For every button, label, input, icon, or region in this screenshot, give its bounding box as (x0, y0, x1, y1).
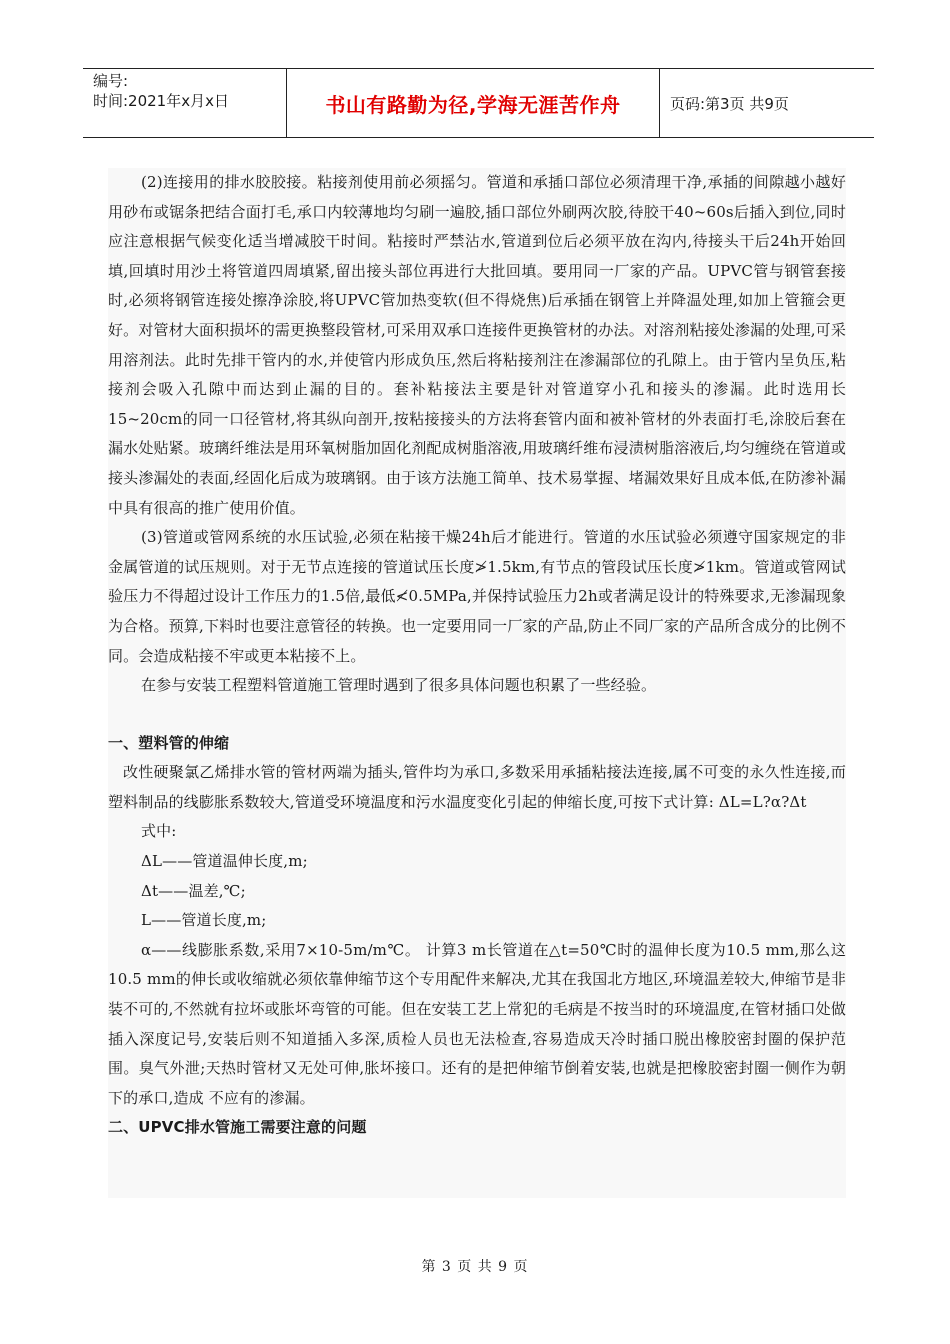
paragraph-pressure-test: (3)管道或管网系统的水压试验,必须在粘接干燥24h后才能进行。管道的水压试验必须遵守国家规定的非金属管道的试压规则。对于无节点连接的管道试压长度≯1.5km,有节点的管段试压长度≯1km。管道或管网试验压力不得超过设计工作压力的1.5倍,最低≮0.5MPa,并保持试验压力2h或者满足设计的特殊要求,无渗漏现象为合格。预算,下料时也要注意管径的转换。也一定要用同一厂家的产品,防止不同厂家的产品所含成分的比例不同。会造成粘接不牢或更本粘接不上。 (108, 528, 846, 665)
spacer (108, 701, 846, 729)
definition-alpha: α——线膨胀系数,采用7×10-5m/m℃。 计算3 m长管道在△t=50℃时的温伸长度为10.5 mm,那么这10.5 mm的伸长或收缩就必须依靠伸缩节这个专用配件来解决,尤其在我国北方地区,环境温差较大,伸缩节是非装不可的,不然就有拉坏或胀坏弯管的可能。但在安装工艺上常犯的毛病是不按当时的环境温度,在管材插口处做插入深度记号,安装后则不知道插入多深,质检人员也无法检查,容易造成天冷时插口脱出橡胶密封圈的保护范围。臭气外泄;天热时管材又无处可伸,胀坏接口。还有的是把伸缩节倒着安装,也就是把橡胶密封圈一侧作为朝下的承口,造成 不应有的渗漏。 (108, 940, 846, 1107)
definition-length: L——管道长度,m; (141, 911, 267, 930)
header-page-number: 页码:第3页 共9页 (670, 94, 789, 113)
paragraph-adhesive-joint: (2)连接用的排水胶胶接。粘接剂使用前必须摇匀。管道和承插口部位必须清理干净,承插的间隙越小越好用砂布或锯条把结合面打毛,承口内较薄地均匀刷一遍胶,插口部位外刷两次胶,待胶干40~60s后插入到位,同时应注意根据气候变化适当增减胶干时间。粘接时严禁沾水,管道到位后必须平放在沟内,待接头干后24h开始回填,回填时用沙土将管道四周填紧,留出接头部位再进行大批回填。要用同一厂家的产品。UPVC管与钢管套接时,必须将钢管连接处擦净涂胶,将UPVC管加热变软(但不得烧焦)后承插在钢管上并降温处理,如加上管箍会更好。对管材大面积损坏的需更换整段管材,可采用双承口连接件更换管材的办法。对溶剂粘接处渗漏的处理,可采用溶剂法。此时先排干管内的水,并使管内形成负压,然后将粘接剂注在渗漏部位的孔隙上。由于管内呈负压,粘接剂会吸入孔隙中而达到止漏的目的。套补粘接法主要是针对管道穿小孔和接头的渗漏。此时选用长15~20cm的同一口径管材,将其纵向剖开,按粘接接头的方法将套管内面和被补管材的外表面打毛,涂胶后套在漏水处贴紧。玻璃纤维法是用环氧树脂加固化剂配成树脂溶液,用玻璃纤维布浸渍树脂溶液后,均匀缠绕在管道或接头渗漏处的表面,经固化后成为玻璃钢。由于该方法施工简单、技术易掌握、堵漏效果好且成本低,在防渗补漏中具有很高的推广使用价值。 (108, 173, 846, 517)
document-number-label: 编号: (93, 72, 129, 90)
header-motto: 书山有路勤为径,学海无涯苦作舟 (286, 69, 660, 137)
page-header (83, 68, 874, 138)
definition-delta-l: ΔL——管道温伸长度,m; (141, 852, 308, 871)
section-heading-2: 二、UPVC排水管施工需要注意的问题 (108, 1118, 367, 1137)
header-meta (83, 69, 286, 137)
paragraph-thermal-expansion: 改性硬聚氯乙烯排水管的管材两端为插头,管件均为承口,多数采用承插粘接法连接,属不可变的永久性连接,而塑料制品的线膨胀系数较大,管道受环境温度和污水温度变化引起的伸缩长度,可按下式计算: ΔL=L?α?Δt (108, 763, 846, 811)
section-heading-1: 一、塑料管的伸缩 (108, 733, 230, 752)
page-footer: 第 3 页 共 9 页 (421, 1259, 529, 1275)
paragraph-intro: 在参与安装工程塑料管道施工管理时遇到了很多具体问题也积累了一些经验。 (141, 676, 657, 695)
document-time-label: 时间:2021年x月x日 (93, 92, 229, 110)
formula-label: 式中: (141, 822, 177, 841)
definition-delta-t: Δt——温差,℃; (141, 881, 246, 900)
document-body (108, 168, 846, 1198)
